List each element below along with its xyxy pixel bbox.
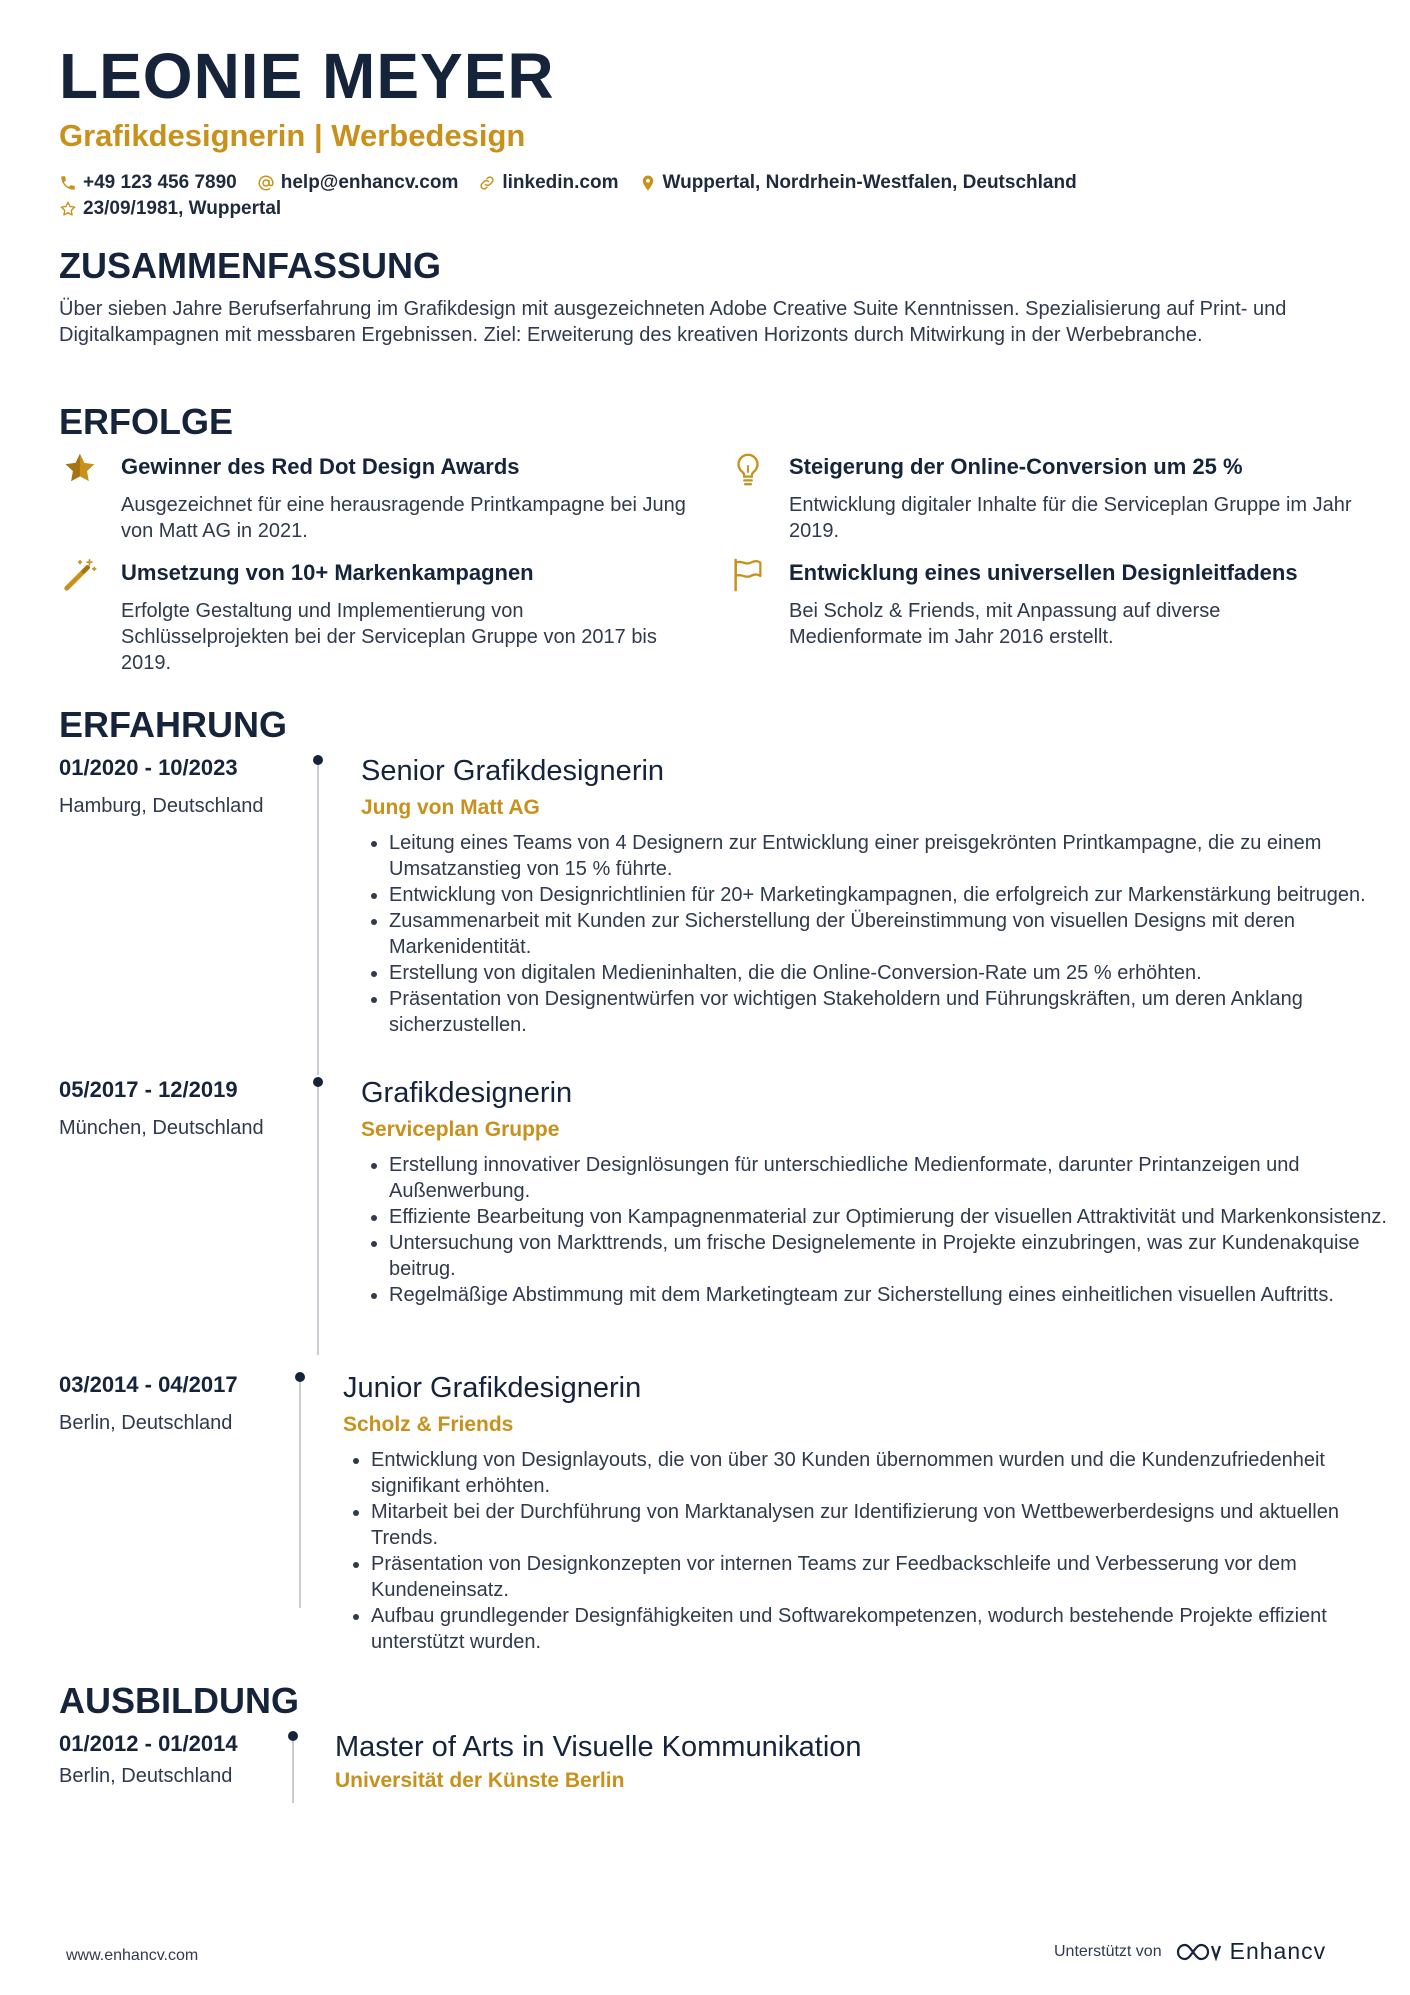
job-bullet: • Entwicklung von Designrichtlinien für 20+ Marketingkampagnen, die erfolgreich zur Markenstärkung beitrugen. <box>389 882 1409 908</box>
job-location: Hamburg, Deutschland <box>59 795 264 817</box>
achievement-desc: Erfolgte Gestaltung und Implementierung von Schlüsselprojekten bei der Serviceplan Gruppe von 2017 bis 2019. <box>121 600 657 674</box>
job-bullets <box>349 1447 1410 1655</box>
timeline-dot <box>313 1077 323 1087</box>
contact-row-2 <box>59 196 1097 222</box>
contact-email-text: help@enhancv.com <box>280 172 459 193</box>
timeline-line <box>299 1376 301 1608</box>
timeline-dot <box>313 755 323 765</box>
location-pin-icon <box>639 174 657 192</box>
timeline-line <box>317 759 319 1075</box>
achievement-desc: Entwicklung digitaler Inhalte für die Serviceplan Gruppe im Jahr 2019. <box>789 494 1352 542</box>
achievement-title: Entwicklung eines universellen Designleitfadens <box>789 560 1298 585</box>
job-bullet: • Regelmäßige Abstimmung mit dem Marketingteam zur Sicherstellung eines einheitlichen visuellen Auftritts. <box>389 1282 1409 1308</box>
job-bullet: • Mitarbeit bei der Durchführung von Marktanalysen zur Identifizierung von Wettbewerberdesigns und aktuellen Trends. <box>371 1499 1410 1551</box>
job-location: München, Deutschland <box>59 1117 264 1139</box>
job-dates: 03/2014 - 04/2017 <box>59 1372 238 1397</box>
timeline-line <box>292 1735 294 1803</box>
enhancv-logo-icon <box>1174 1940 1222 1964</box>
lightbulb-icon <box>729 450 767 488</box>
job-bullets <box>367 1152 1409 1308</box>
job-bullets <box>367 830 1409 1038</box>
achievement-desc: Ausgezeichnet für eine herausragende Printkampagne bei Jung von Matt AG in 2021. <box>121 494 686 542</box>
contact-email[interactable] <box>257 172 459 194</box>
candidate-title: Grafikdesignerin | Werbedesign <box>59 118 526 153</box>
edu-degree: Master of Arts in Visuelle Kommunikation <box>335 1731 862 1763</box>
candidate-name: LEONIE MEYER <box>59 40 555 112</box>
job-role: Grafikdesignerin <box>361 1077 573 1109</box>
summary-text: Über sieben Jahre Berufserfahrung im Grafikdesign mit ausgezeichneten Adobe Creative Suite Kenntnissen. Spezialisierung auf Print- und Digitalkampagnen mit messbaren Ergebnissen. Ziel: Erweiterung des kreativen Horizonts durch Mitwirkung in der Werbebranche. <box>59 298 1287 346</box>
contact-row-1 <box>59 170 1097 196</box>
edu-school: Universität der Künste Berlin <box>335 1769 625 1792</box>
achievement-desc: Bei Scholz & Friends, mit Anpassung auf diverse Medienformate im Jahr 2016 erstellt. <box>789 600 1221 648</box>
education-heading: AUSBILDUNG <box>59 1680 299 1721</box>
timeline-dot <box>288 1731 298 1741</box>
contact-location-text: Wuppertal, Nordrhein-Westfalen, Deutschland <box>662 172 1077 193</box>
edu-location: Berlin, Deutschland <box>59 1765 233 1787</box>
contact-phone <box>59 172 237 194</box>
contact-birth <box>59 198 281 220</box>
job-bullet: • Entwicklung von Designlayouts, die von über 30 Kunden übernommen wurden und die Kundenzufriedenheit signifikant erhöhten. <box>371 1447 1410 1499</box>
contact-linkedin[interactable] <box>478 172 618 194</box>
link-icon <box>478 174 496 192</box>
edu-dates: 01/2012 - 01/2014 <box>59 1731 238 1756</box>
job-bullet: • Effiziente Bearbeitung von Kampagnenmaterial zur Optimierung der visuellen Attraktivität und Markenkonsistenz. <box>389 1204 1409 1230</box>
experience-entry <box>59 755 1379 1075</box>
job-bullet: • Präsentation von Designkonzepten vor internen Teams zur Feedbackschleife und Verbesserung vor dem Kundeneinsatz. <box>371 1551 1410 1603</box>
magic-wand-icon <box>61 556 99 594</box>
footer-website[interactable]: www.enhancv.com <box>66 1947 199 1964</box>
powered-by-label: Unterstützt von <box>1054 1942 1162 1960</box>
timeline-dot <box>295 1372 305 1382</box>
enhancv-logo[interactable] <box>1174 1938 1327 1965</box>
job-bullet: • Untersuchung von Markttrends, um frische Designelemente in Projekte einzubringen, was zur Kundenakquise beitrug. <box>389 1230 1409 1282</box>
star-icon <box>61 450 99 488</box>
star-outline-icon <box>59 200 77 218</box>
enhancv-brand-text: Enhancv <box>1229 1938 1327 1964</box>
job-bullet: • Leitung eines Teams von 4 Designern zur Entwicklung einer preisgekrönten Printkampagne, die zu einem Umsatzanstieg von 15 % führte. <box>389 830 1409 882</box>
job-role: Senior Grafikdesignerin <box>361 755 665 787</box>
experience-entry <box>59 1372 1379 1653</box>
flag-icon <box>729 556 767 594</box>
contact-linkedin-text: linkedin.com <box>502 172 619 193</box>
job-bullet: • Aufbau grundlegender Designfähigkeiten und Softwarekompetenzen, wodurch bestehende Projekte effizient unterstützt wurden. <box>371 1603 1410 1655</box>
job-location: Berlin, Deutschland <box>59 1412 233 1434</box>
job-company: Serviceplan Gruppe <box>361 1118 560 1141</box>
achievement-title: Steigerung der Online-Conversion um 25 % <box>789 454 1243 479</box>
contact-birth-text: 23/09/1981, Wuppertal <box>83 198 282 219</box>
achievement-title: Gewinner des Red Dot Design Awards <box>121 454 520 479</box>
job-dates: 05/2017 - 12/2019 <box>59 1077 238 1102</box>
job-bullet: • Zusammenarbeit mit Kunden zur Sicherstellung der Übereinstimmung von visuellen Designs mit deren Markenidentität. <box>389 908 1409 960</box>
job-role: Junior Grafikdesignerin <box>343 1372 642 1404</box>
footer-branding <box>1054 1938 1326 1965</box>
job-company: Jung von Matt AG <box>361 796 540 819</box>
at-icon <box>257 174 275 192</box>
job-bullet: • Erstellung von digitalen Medieninhalten, die die Online-Conversion-Rate um 25 % erhöhten. <box>389 960 1409 986</box>
job-bullet: • Erstellung innovativer Designlösungen für unterschiedliche Medienformate, darunter Printanzeigen und Außenwerbung. <box>389 1152 1409 1204</box>
education-entry <box>59 1731 1379 1811</box>
job-dates: 01/2020 - 10/2023 <box>59 755 238 780</box>
job-company: Scholz & Friends <box>343 1413 514 1436</box>
contact-info <box>59 170 1097 222</box>
achievement-title: Umsetzung von 10+ Markenkampagnen <box>121 560 534 585</box>
achievements-heading: ERFOLGE <box>59 401 234 442</box>
job-bullet: • Präsentation von Designentwürfen vor wichtigen Stakeholdern und Führungskräften, um deren Anklang sicherzustellen. <box>389 986 1409 1038</box>
contact-phone-text: +49 123 456 7890 <box>83 172 237 193</box>
phone-icon <box>59 174 77 192</box>
summary-heading: ZUSAMMENFASSUNG <box>59 245 442 286</box>
experience-entry <box>59 1077 1387 1355</box>
contact-location <box>639 172 1077 194</box>
experience-heading: ERFAHRUNG <box>59 704 288 745</box>
timeline-line <box>317 1081 319 1355</box>
